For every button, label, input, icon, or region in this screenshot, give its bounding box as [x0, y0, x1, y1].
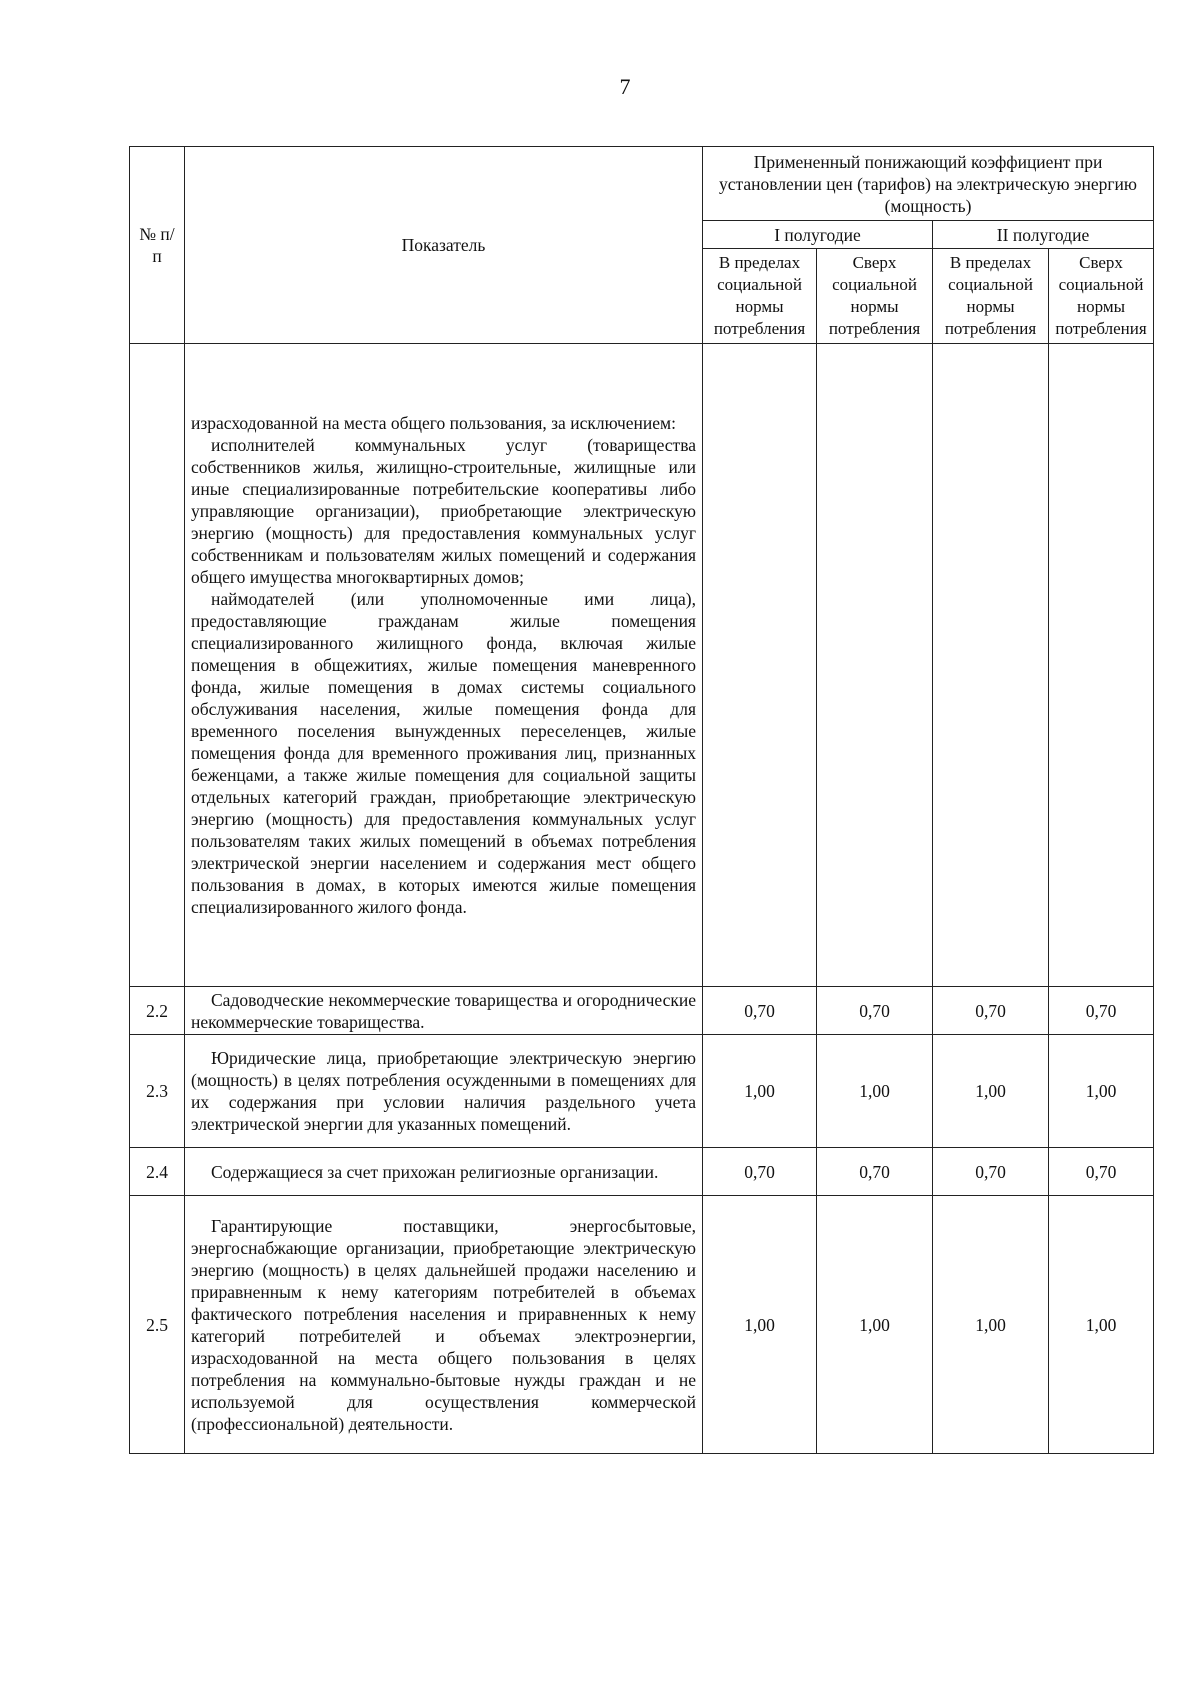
value-half2-above: 0,70 — [1049, 1148, 1154, 1196]
description-paragraph: Содержащиеся за счет прихожан религиозные организации. — [211, 1161, 659, 1182]
header-half-1: I полугодие — [703, 221, 933, 249]
value-half1-above — [817, 344, 933, 987]
value-half1-within: 1,00 — [703, 1035, 817, 1148]
row-num: 2.5 — [130, 1196, 185, 1454]
row-num: 2.2 — [130, 987, 185, 1035]
value-half1-above: 0,70 — [817, 1148, 933, 1196]
row-num: 2.3 — [130, 1035, 185, 1148]
description-paragraph: Юридические лица, приобретающие электрическую энергию (мощность) в целях потребления осужденными в помещениях для их содержания при условии наличия раздельного учета электрической энергии для указанных помещений. — [191, 1048, 696, 1134]
value-half2-above: 1,00 — [1049, 1035, 1154, 1148]
value-half2-above: 1,00 — [1049, 1196, 1154, 1454]
value-half1-above: 0,70 — [817, 987, 933, 1035]
description-paragraph: Садоводческие некоммерческие товарищества и огороднические некоммерческие товарищества. — [191, 989, 696, 1032]
value-half1-above: 1,00 — [817, 1196, 933, 1454]
header-half-2: II полугодие — [933, 221, 1154, 249]
description-paragraph: наймодателей (или уполномоченные ими лица), предоставляющие гражданам жилые помещения специализированного жилищного фонда, включая жилые помещения в общежитиях, жилые помещения маневренного фонда, жилые помещения в домах системы социального обслуживания населения, жилые помещения фонда для временного поселения вынужденных переселенцев, жилые помещения фонда для временного проживания лиц, признанных беженцами, а также жилые помещения для социальной защиты отдельных категорий граждан, приобретающие электрическую энергию (мощность) для предоставления коммунальных услуг пользователям таких жилых помещений в объемах потребления электрической энергии населением и содержания мест общего пользования в домах, в которых имеются жилые помещения специализированного жилого фонда. — [191, 589, 696, 917]
value-half2-within: 1,00 — [933, 1196, 1049, 1454]
value-half1-within: 1,00 — [703, 1196, 817, 1454]
tariff-coefficient-table — [129, 146, 1154, 1454]
header-coefficient: Примененный понижающий коэффициент при установлении цен (тарифов) на электрическую энергию (мощность) — [703, 147, 1154, 221]
value-half2-within — [933, 344, 1049, 987]
value-half2-above: 0,70 — [1049, 987, 1154, 1035]
description-paragraph: исполнителей коммунальных услуг (товарищества собственников жилья, жилищно-строительные, жилищные или иные специализированные потребительские кооперативы либо управляющие организации), приобретающие электрическую энергию (мощность) для предоставления коммунальных услуг собственникам и пользователям жилых помещений и содержания общего имущества многоквартирных домов; — [191, 435, 696, 587]
row-description — [185, 1196, 703, 1454]
header-indicator: Показатель — [185, 147, 703, 344]
table-row — [130, 987, 1154, 1035]
row-description — [185, 1035, 703, 1148]
value-half1-within: 0,70 — [703, 1148, 817, 1196]
value-half2-within: 0,70 — [933, 1148, 1049, 1196]
table-row — [130, 1196, 1154, 1454]
description-paragraph: Гарантирующие поставщики, энергосбытовые, энергоснабжающие организации, приобретающие электрическую энергию (мощность) в целях дальнейшей продажи населению и приравненным к нему категориям потребителей в объемах фактического потребления населения и приравненных к нему категорий потребителей и объемах электроэнергии, израсходованной на места общего пользования в целях потребления на коммунально-бытовые нужды граждан и не используемой для осуществления коммерческой (профессиональной) деятельности. — [191, 1215, 696, 1434]
row-num — [130, 344, 185, 987]
table-row — [130, 344, 1154, 987]
header-half1-within-norm: В пределах социальной нормы потребления — [703, 249, 817, 344]
description-paragraph: израсходованной на места общего пользования, за исключением: — [191, 413, 676, 433]
value-half2-within: 0,70 — [933, 987, 1049, 1035]
header-num: № п/п — [130, 147, 185, 344]
page-number: 7 — [619, 74, 631, 99]
row-description — [185, 987, 703, 1035]
table-row — [130, 1148, 1154, 1196]
value-half1-above: 1,00 — [817, 1035, 933, 1148]
row-num: 2.4 — [130, 1148, 185, 1196]
header-half1-above-norm: Сверх социальной нормы потребления — [817, 249, 933, 344]
value-half2-within: 1,00 — [933, 1035, 1049, 1148]
row-description — [185, 1148, 703, 1196]
header-half2-above-norm: Сверх социальной нормы потребления — [1049, 249, 1154, 344]
table-row — [130, 1035, 1154, 1148]
header-half2-within-norm: В пределах социальной нормы потребления — [933, 249, 1049, 344]
value-half1-within — [703, 344, 817, 987]
row-description — [185, 344, 703, 987]
value-half2-above — [1049, 344, 1154, 987]
value-half1-within: 0,70 — [703, 987, 817, 1035]
